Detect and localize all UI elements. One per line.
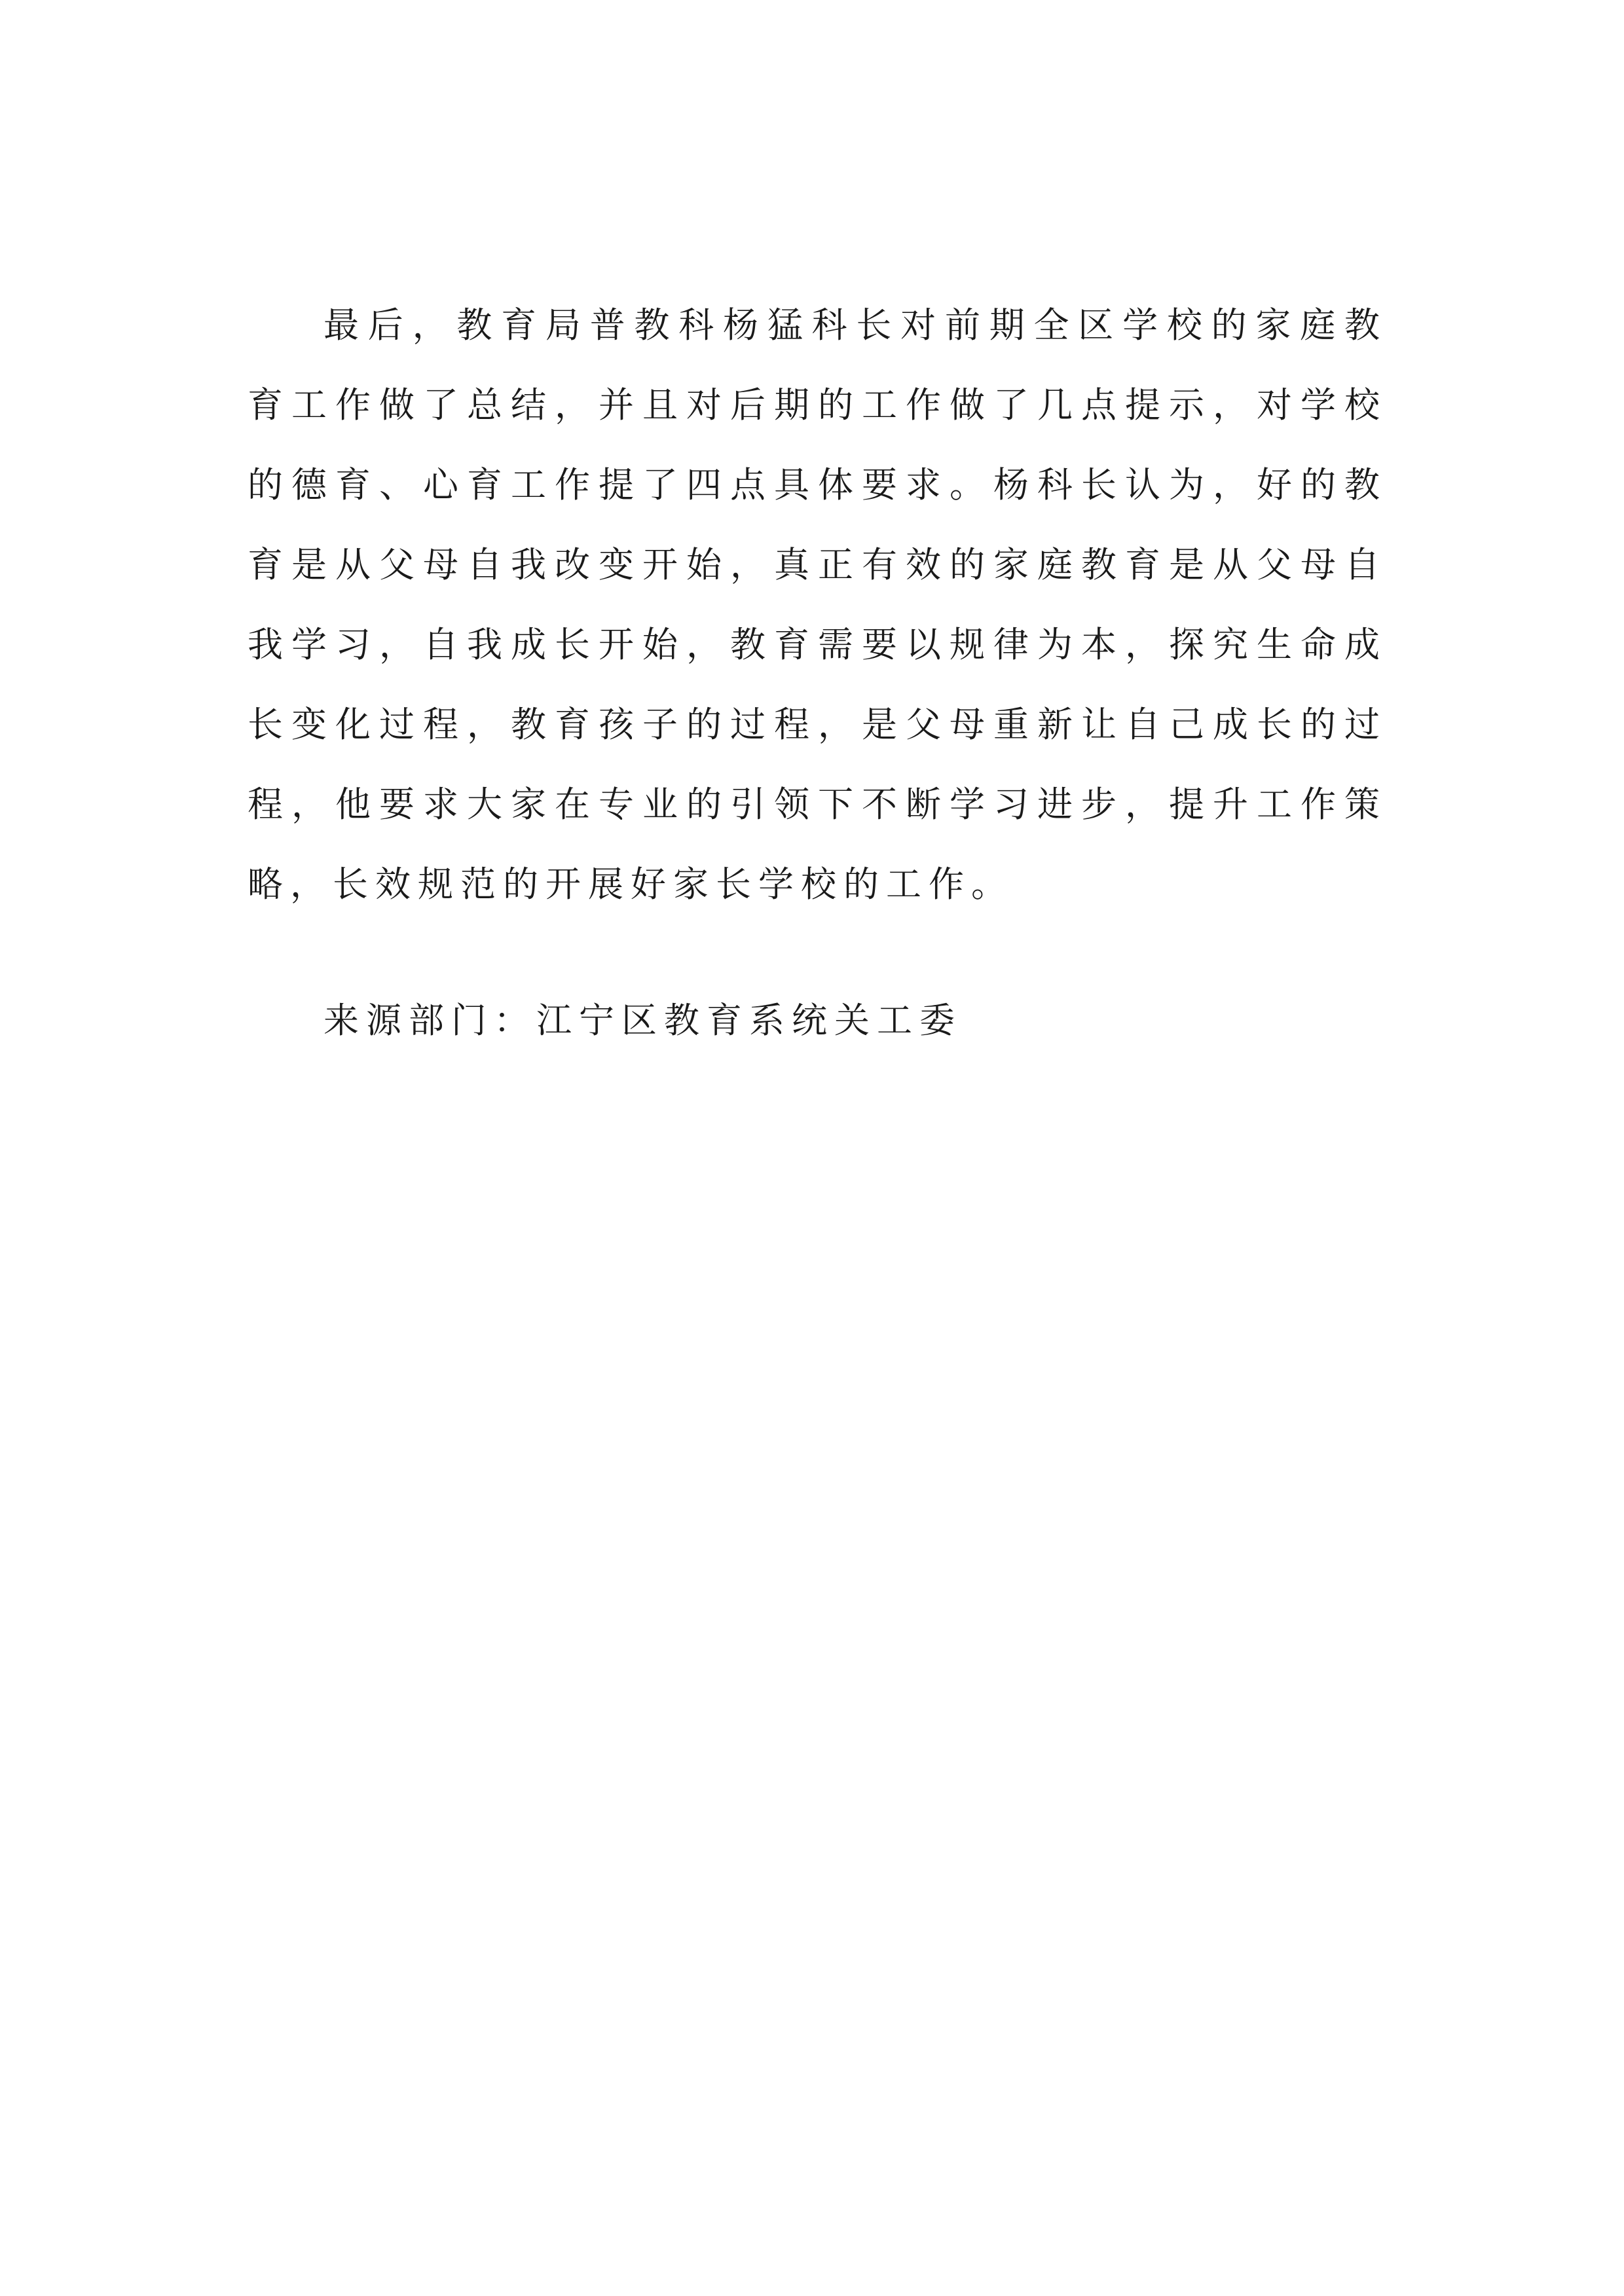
source-department: 来源部门：江宁区教育系统关工委 (323, 1000, 962, 1041)
body-paragraph: 最后，教育局普教科杨猛科长对前期全区学校的家庭教育工作做了总结，并且对后期的工作做了几点提示，对学校的德育、心育工作提了四点具体要求。杨科长认为，好的教育是从父母自我改变开始，真正有效的家庭教育是从父母自我学习，自我成长开始，教育需要以规律为本，探究生命成长变化过程，教育孩子的过程，是父母重新让自己成长的过程，他要求大家在专业的引领下不断学习进步，提升工作策略，长效规范的开展好家长学校的工作。 (248, 304, 1387, 905)
